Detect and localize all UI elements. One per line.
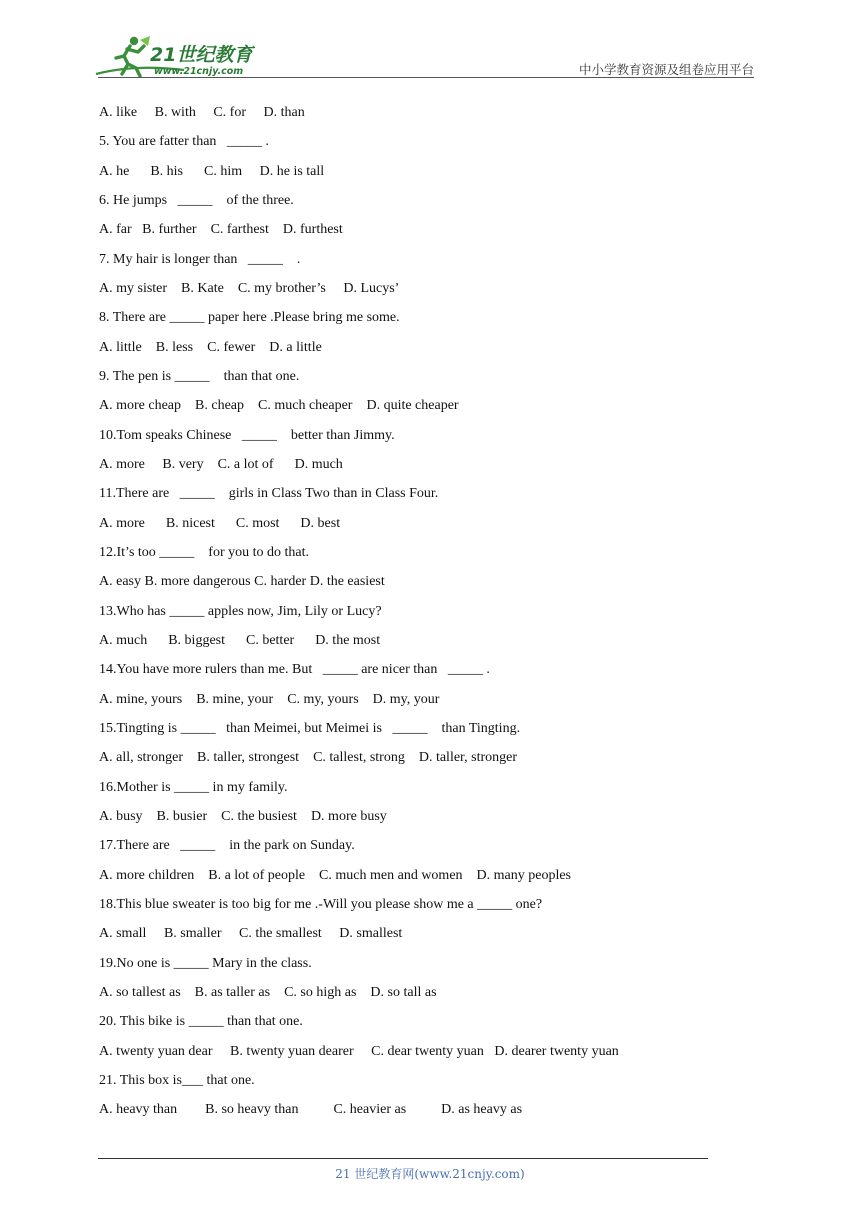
text-line: 5. You are fatter than _____ . bbox=[99, 134, 269, 150]
text-line: A. my sister B. Kate C. my brother’s D. Lucys’ bbox=[99, 280, 400, 296]
text-line: 8. There are _____ paper here .Please bring me some. bbox=[99, 310, 400, 326]
footer-divider bbox=[98, 1158, 708, 1159]
brand-text: 21世纪教育 bbox=[150, 44, 253, 66]
text-line: 12.It’s too _____ for you to do that. bbox=[99, 544, 309, 560]
text-line: 15.Tingting is _____ than Meimei, but Meimei is _____ than Tingting. bbox=[99, 720, 521, 736]
text-line: A. all, stronger B. taller, strongest C. tallest, strong D. taller, stronger bbox=[99, 750, 518, 766]
header-divider bbox=[98, 77, 754, 78]
brand-url: www.21cnjy.com bbox=[154, 66, 244, 77]
text-line: 18.This blue sweater is too big for me .-Will you please show me a _____ one? bbox=[99, 896, 543, 912]
brand-logo bbox=[94, 34, 264, 80]
text-line: A. more B. very C. a lot of D. much bbox=[99, 456, 343, 472]
text-line: 19.No one is _____ Mary in the class. bbox=[99, 955, 312, 971]
text-line: A. small B. smaller C. the smallest D. smallest bbox=[99, 926, 403, 942]
text-line: A. twenty yuan dear B. twenty yuan dearer C. dear twenty yuan D. dearer twenty yuan bbox=[99, 1043, 619, 1059]
text-line: A. little B. less C. fewer D. a little bbox=[99, 339, 322, 355]
text-line: A. so tallest as B. as taller as C. so high as D. so tall as bbox=[99, 984, 437, 1000]
text-line: A. more B. nicest C. most D. best bbox=[99, 515, 341, 531]
text-line: 7. My hair is longer than _____ . bbox=[99, 251, 301, 267]
text-line: 16.Mother is _____ in my family. bbox=[99, 779, 288, 795]
text-line: A. busy B. busier C. the busiest D. more busy bbox=[99, 808, 387, 824]
text-line: A. more cheap B. cheap C. much cheaper D. quite cheaper bbox=[99, 398, 459, 414]
text-line: A. heavy than B. so heavy than C. heavier as D. as heavy as bbox=[99, 1102, 523, 1118]
text-line: 20. This bike is _____ than that one. bbox=[99, 1014, 303, 1030]
text-line: A. more children B. a lot of people C. much men and women D. many peoples bbox=[99, 867, 572, 883]
text-line: 11.There are _____ girls in Class Two than in Class Four. bbox=[99, 486, 439, 502]
text-line: A. like B. with C. for D. than bbox=[99, 105, 305, 120]
text-line: 17.There are _____ in the park on Sunday. bbox=[99, 838, 355, 854]
header-tagline: 中小学教育资源及组卷应用平台 bbox=[578, 62, 754, 77]
text-line: 13.Who has _____ apples now, Jim, Lily or Lucy? bbox=[99, 603, 382, 619]
text-line: A. easy B. more dangerous C. harder D. the easiest bbox=[99, 574, 385, 590]
text-line: 21. This box is___ that one. bbox=[99, 1072, 255, 1088]
text-line: A. much B. biggest C. better D. the most bbox=[99, 632, 381, 648]
footer-text: 21 世纪教育网(www.21cnjy.com) bbox=[335, 1167, 525, 1181]
question-list bbox=[99, 103, 739, 1129]
text-line: A. he B. his C. him D. he is tall bbox=[99, 163, 325, 179]
text-line: A. far B. further C. farthest D. furthest bbox=[99, 222, 343, 238]
text-line: 10.Tom speaks Chinese _____ better than Jimmy. bbox=[99, 427, 395, 443]
text-line: A. mine, yours B. mine, your C. my, yours D. my, your bbox=[99, 691, 440, 707]
text-line: 14.You have more rulers than me. But _____ are nicer than _____ . bbox=[99, 662, 490, 678]
text-line: 9. The pen is _____ than that one. bbox=[99, 368, 300, 384]
text-line: 6. He jumps _____ of the three. bbox=[99, 192, 294, 208]
